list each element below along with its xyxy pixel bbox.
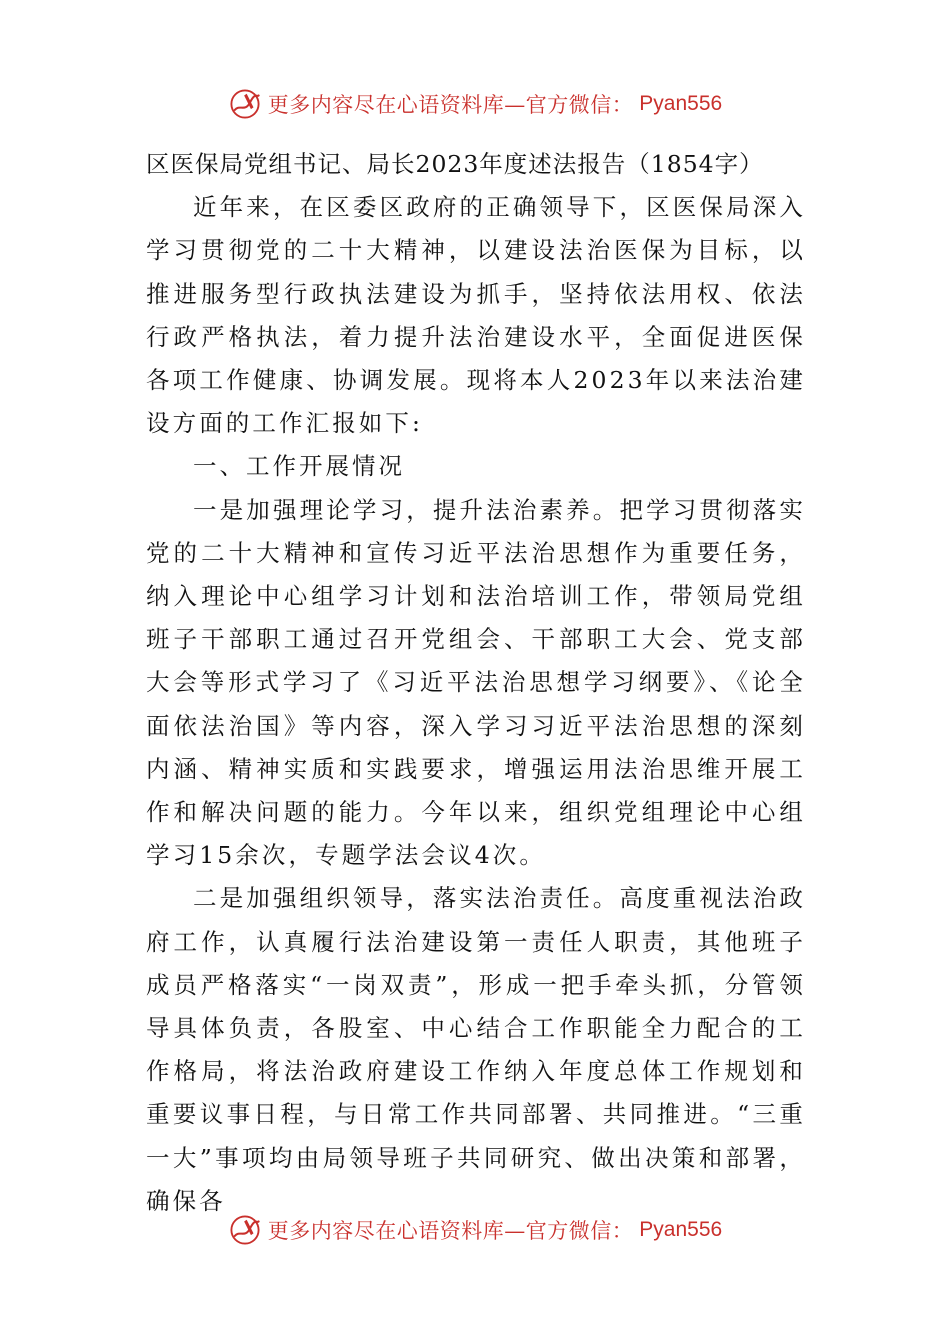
section-heading: 一、工作开展情况 [193, 452, 405, 481]
watermark-text: 更多内容尽在心语资料库—官方微信： [267, 93, 634, 117]
paragraph-organization: 二是加强组织领导，落实法治责任。高度重视法治政府工作，认真履行法治建设第一责任人职责，其他班子成员严格落实“一岗双责”，形成一把手牵头抓，分管领导具体负责，各股室、中心结合工作职能全力配合的工作格局，将法治政府建设工作纳入年度总体工作规划和重要议事日程，与日常工作共同部署、共同推进。“三重一大”事项均由局领导班子共同研究、做出决策和部署，确保各 [146, 884, 806, 1215]
watermark-wechat-id: Pyan556 [639, 1218, 723, 1241]
pen-signature-logo [228, 87, 262, 121]
pen-signature-logo [228, 1213, 262, 1247]
watermark-footer [0, 1210, 950, 1250]
watermark-wechat-id: Pyan556 [639, 92, 723, 115]
document-title: 区医保局党组书记、局长2023年度述法报告（1854字） [146, 150, 764, 178]
document-body [146, 143, 806, 1223]
watermark-text: 更多内容尽在心语资料库—官方微信： [267, 1219, 634, 1243]
paragraph-theory-study: 一是加强理论学习，提升法治素养。把学习贯彻落实党的二十大精神和宣传习近平法治思想作为重要任务，纳入理论中心组学习计划和法治培训工作，带领局党组班子干部职工通过召开党组会、干部职工大会、党支部大会等形式学习了《习近平法治思想学习纲要》、《论全面依法治国》等内容，深入学习习近平法治思想的深刻内涵、精神实质和实践要求，增强运用法治思维开展工作和解决问题的能力。今年以来，组织党组理论中心组学习15余次，专题学法会议4次。 [146, 495, 806, 870]
watermark-header [0, 84, 950, 124]
paragraph-intro: 近年来，在区委区政府的正确领导下，区医保局深入学习贯彻党的二十大精神，以建设法治医保为目标，以推进服务型行政执法建设为抓手，坚持依法用权、依法行政严格执法，着力提升法治建设水平，全面促进医保各项工作健康、协调发展。现将本人2023年以来法治建设方面的工作汇报如下: [146, 193, 806, 438]
